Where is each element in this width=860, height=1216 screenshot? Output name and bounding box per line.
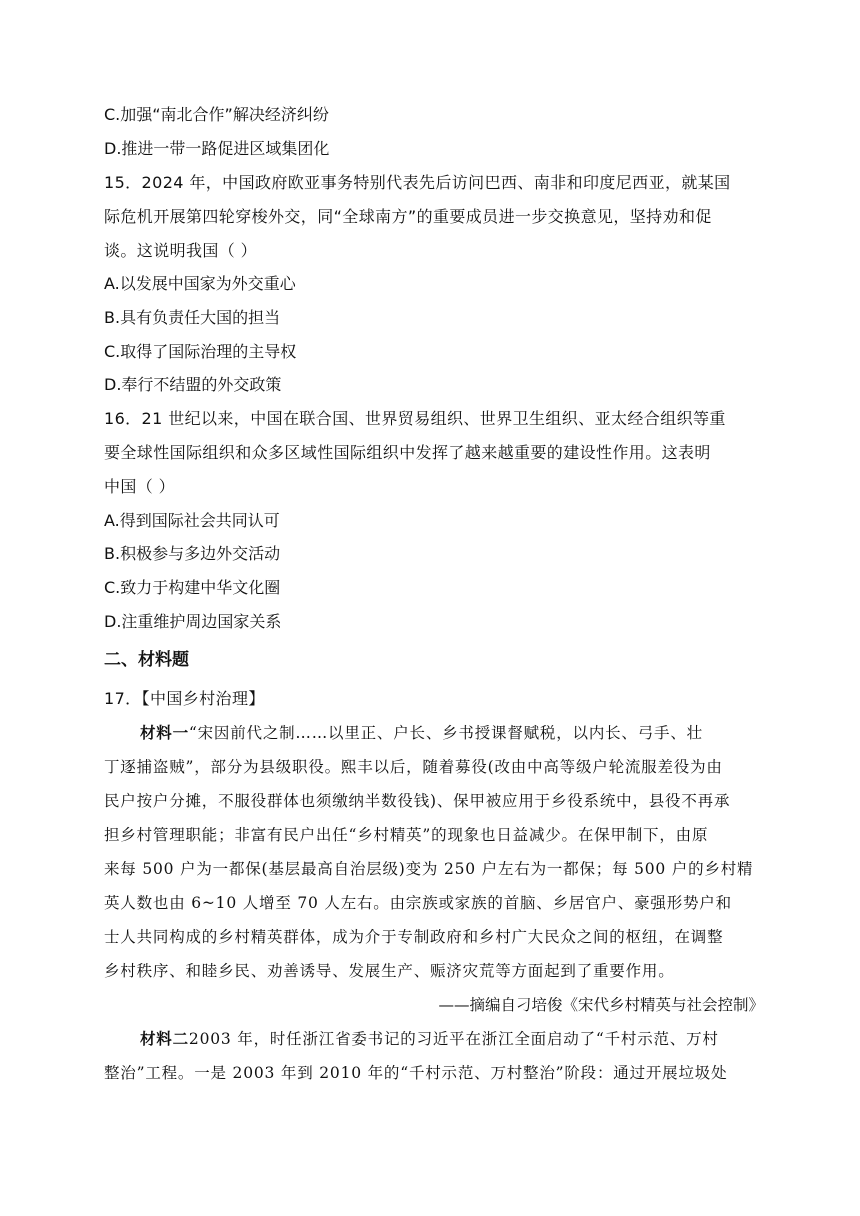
material2-line-1-text: 2003 年，时任浙江省委书记的习近平在浙江全面启动了“千村示范、万村 — [188, 1030, 719, 1048]
material1-line-8: 乡村秩序、和睦乡民、劝善诱导、发展生产、赈济灾荒等方面起到了重要作用。 — [104, 962, 675, 980]
q16-stem-line-1: 16．21 世纪以来，中国在联合国、世界贸易组织、世界卫生组织、亚太经合组织等重 — [104, 409, 726, 428]
material1-line-2: 丁逐捕盗贼”，部分为县级职役。熙丰以后，随着募役(改由中高等级户轮流服差役为由 — [104, 758, 723, 776]
q15-option-c: C.取得了国际治理的主导权 — [104, 342, 297, 361]
section-heading: 二、材料题 — [104, 650, 189, 670]
q15-option-a: A.以发展中国家为外交重心 — [104, 274, 296, 293]
material1-line-6: 英人数也由 6~10 人增至 70 人左右。由宗族或家族的首脑、乡居官户、豪强形势户和 — [104, 894, 732, 912]
material2-line-2: 整治”工程。一是 2003 年到 2010 年的“千村示范、万村整治”阶段：通过开展垃圾处 — [104, 1064, 728, 1082]
q15-stem-line-1: 15．2024 年，中国政府欧亚事务特别代表先后访问巴西、南非和印度尼西亚，就某国 — [104, 173, 731, 192]
material2-line-1 — [140, 1028, 764, 1050]
q15-stem-line-3: 谈。这说明我国（ ） — [104, 241, 258, 260]
q14-option-c: C.加强“南北合作”解决经济纠纷 — [104, 105, 329, 124]
q17-title: 17．【中国乡村治理】 — [104, 689, 265, 708]
q16-stem-line-2: 要全球性国际组织和众多区域性国际组织中发挥了越来越重要的建设性作用。这表明 — [104, 443, 711, 462]
material1-source: ——摘编自刁培俊《宋代乡村精英与社会控制》 — [438, 996, 764, 1014]
material1-line-5: 来每 500 户为一都保(基层最高自治层级)变为 250 户左右为一都保；每 500 户的乡村精 — [104, 860, 754, 878]
material1-line-3: 民户按户分摊，不服役群体也须缴纳半数役钱)、保甲被应用于乡役系统中，县役不再承 — [104, 792, 731, 810]
material1-line-7: 士人共同构成的乡村精英群体，成为介于专制政府和乡村广大民众之间的枢纽，在调整 — [104, 928, 724, 946]
q16-option-a: A.得到国际社会共同认可 — [104, 511, 280, 530]
material1-line-4: 担乡村管理职能；非富有民户出任“乡村精英”的现象也日益减少。在保甲制下，由原 — [104, 826, 709, 844]
material2-label: 材料二 — [140, 1029, 189, 1048]
q16-option-b: B.积极参与多边外交活动 — [104, 544, 281, 563]
q16-option-d: D.注重维护周边国家关系 — [104, 612, 282, 631]
material1-line-1-text: “宋因前代之制……以里正、户长、乡书授课督赋税，以内长、弓手、壮 — [188, 724, 703, 742]
q15-stem-line-2: 际危机开展第四轮穿梭外交，同“全球南方”的重要成员进一步交换意见，坚持劝和促 — [104, 207, 712, 226]
q16-stem-line-3: 中国（ ） — [104, 477, 176, 496]
material1-label: 材料一 — [140, 723, 189, 742]
q14-option-d: D.推进一带一路促进区域集团化 — [104, 139, 330, 158]
q15-option-b: B.具有负责任大国的担当 — [104, 308, 281, 327]
q15-option-d: D.奉行不结盟的外交政策 — [104, 375, 282, 394]
q16-option-c: C.致力于构建中华文化圈 — [104, 578, 281, 597]
material1-line-1 — [140, 722, 764, 744]
